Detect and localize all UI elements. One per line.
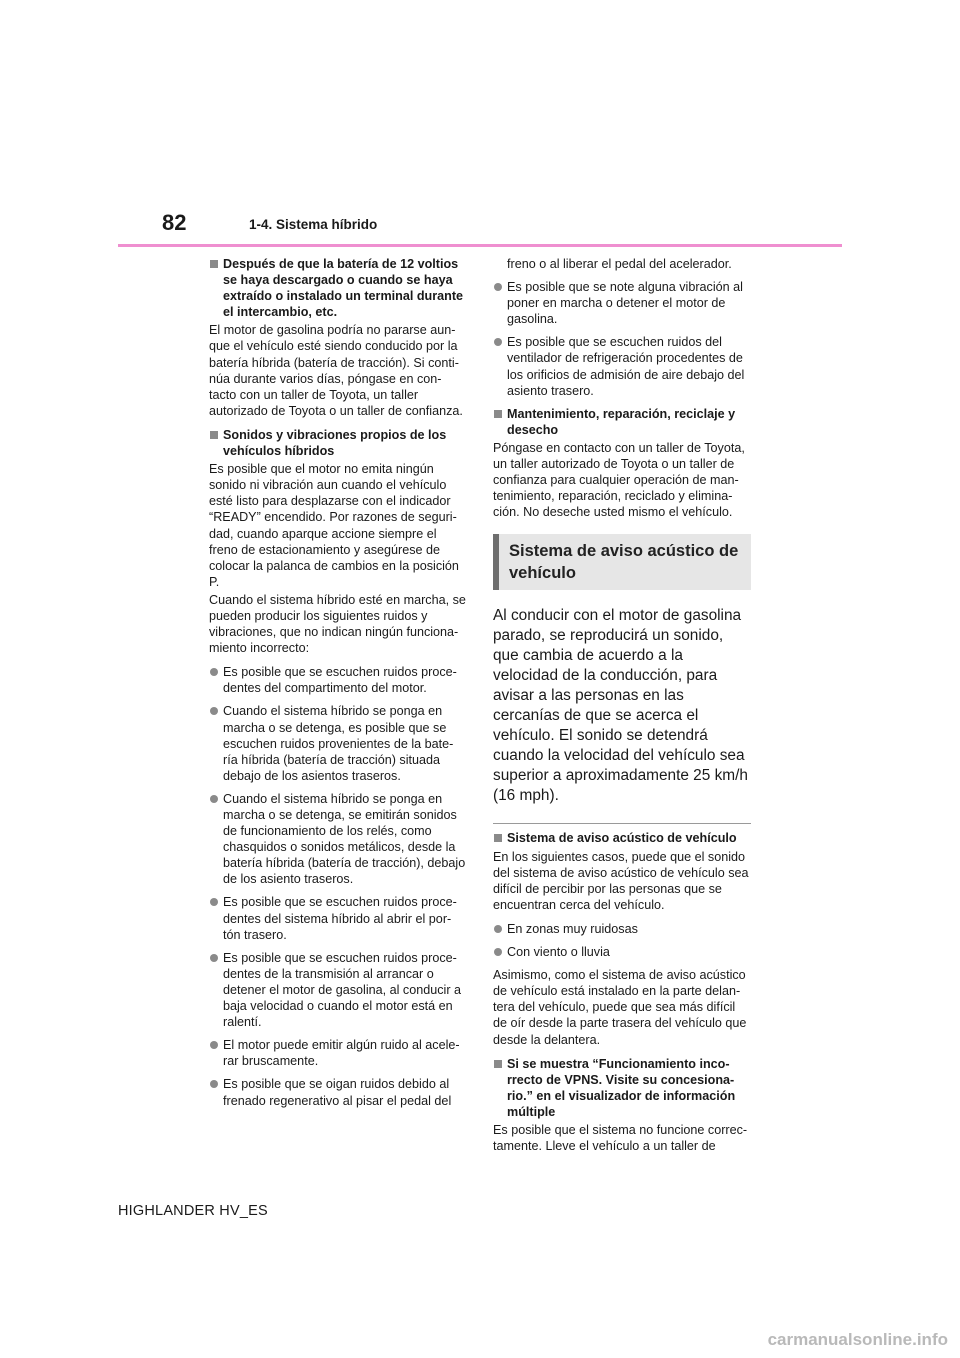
list-item	[209, 791, 467, 888]
paragraph: Es posible que el motor no emita ningún sonido ni vibración aun cuando el vehículo esté listo para desplazarse con el indicador “READY” encendido. Por razones de seguri-dad, cuando aparque accione siempre el freno de estacionamiento y asegúrese de colocar la palanca de cambios en la posición P.	[209, 462, 459, 589]
square-bullet-icon	[210, 431, 218, 439]
heading-text: Sistema de aviso acústico de vehículo	[507, 831, 737, 846]
list-item	[209, 1037, 467, 1069]
circle-bullet-icon	[210, 954, 218, 962]
list-item-text: Cuando el sistema híbrido se ponga en marcha o se detenga, se emitirán sonidos de funcionamiento de los relés, como chasquidos o sonidos metálicos, desde la batería híbrida (batería de tracción), debajo de los asiento traseros.	[223, 791, 466, 887]
paragraph: Póngase en contacto con un taller de Toyota, un taller autorizado de Toyota o un taller de confianza para cualquier operación de man-tenimiento, reparación, reciclado y elimina-ción. No deseche usted mismo el vehículo.	[493, 440, 745, 520]
watermark: carmanualsonline.info	[767, 1330, 948, 1349]
circle-bullet-icon	[210, 668, 218, 676]
list-item-text: freno o al liberar el pedal del acelerador.	[507, 257, 732, 271]
list-item-text: Es posible que se escuchen ruidos proce-dentes del sistema híbrido al abrir el por-tón trasero.	[223, 895, 457, 942]
list-item	[209, 1076, 467, 1108]
list-item	[209, 664, 467, 696]
list-item-continuation	[493, 256, 751, 272]
list-item-text: En zonas muy ruidosas	[507, 921, 638, 936]
list-item-text: Cuando el sistema híbrido se ponga en marcha o se detenga, es posible que se escuchen ruidos provenientes de la bate-ría híbrida (batería de tracción) situada debajo de los asientos traseros.	[223, 704, 454, 783]
paragraph: Es posible que el sistema no funcione correc-tamente. Lleve el vehículo a un taller de	[493, 1122, 748, 1154]
heading-text: Después de que la batería de 12 voltios se haya descargado o cuando se haya extraído o instalado un terminal durante el intercambio, etc.	[223, 257, 464, 320]
heading-maintenance	[493, 406, 751, 438]
list-item	[493, 921, 751, 937]
page-number: 82	[162, 210, 187, 235]
list-item	[209, 950, 467, 1030]
circle-bullet-icon	[494, 948, 502, 956]
square-bullet-icon	[210, 260, 218, 268]
section-title-box	[493, 534, 751, 590]
heading-text: Sonidos y vibraciones propios de los vehículos híbridos	[223, 427, 447, 459]
heading-text: Si se muestra “Funcionamiento inco-rrecto de VPNS. Visite su concesiona-rio.” en el visualizador de información múltiple	[507, 1056, 736, 1119]
circle-bullet-icon	[210, 1041, 218, 1049]
list-item-text: Es posible que se escuchen ruidos proce-dentes de la transmisión al arrancar o detener el motor de gasolina, al conducir a baja velocidad o cuando el motor está en ralentí.	[223, 950, 462, 1030]
header-rule	[118, 244, 842, 247]
circle-bullet-icon	[210, 1080, 218, 1088]
section-title-line: vehículo	[509, 564, 576, 583]
heading-text: Mantenimiento, reparación, reciclaje y desecho	[507, 406, 736, 437]
list-item-text: Es posible que se note alguna vibración al poner en marcha o detener el motor de gasolina.	[507, 280, 743, 327]
left-column	[209, 256, 467, 1116]
list-item	[493, 334, 751, 398]
square-bullet-icon	[494, 410, 502, 418]
circle-bullet-icon	[210, 707, 218, 715]
chapter-title: 1-4. Sistema híbrido	[249, 217, 378, 232]
circle-bullet-icon	[210, 795, 218, 803]
heading-vpns-malfunction	[493, 1056, 751, 1120]
paragraph: Asimismo, como el sistema de aviso acústico de vehículo está instalado en la parte delan-tera del vehículo, puede que sea más difícil de oír desde la parte trasera del vehículo que desde la delantera.	[493, 968, 747, 1047]
list-item-text: Es posible que se oigan ruidos debido al frenado regenerativo al pisar el pedal del	[223, 1077, 452, 1108]
list-item	[209, 703, 467, 783]
section-title-line: Sistema de aviso acústico de	[509, 542, 739, 561]
square-bullet-icon	[494, 834, 502, 842]
heading-hybrid-sounds	[209, 427, 467, 459]
heading-warning-system	[493, 830, 751, 846]
square-bullet-icon	[494, 1060, 502, 1068]
paragraph: El motor de gasolina podría no pararse aun-que el vehículo esté siendo conducido por la batería híbrida (batería de tracción). Si conti-núa durante varios días, póngase en con-tacto con un taller de Toyota, un taller autorizado de Toyota o un taller de confianza.	[209, 323, 463, 418]
circle-bullet-icon	[210, 898, 218, 906]
list-item-text: El motor puede emitir algún ruido al acele-rar bruscamente.	[223, 1038, 460, 1069]
right-column	[493, 256, 751, 1162]
list-item-text: Es posible que se escuchen ruidos proce-dentes del compartimento del motor.	[223, 665, 457, 696]
thin-rule	[493, 823, 751, 824]
list-item-text: Es posible que se escuchen ruidos del ventilador de refrigeración procedentes de los orificios de admisión de aire debajo del asiento trasero.	[507, 335, 745, 398]
circle-bullet-icon	[494, 283, 502, 291]
paragraph: En los siguientes casos, puede que el sonido del sistema de aviso acústico de vehículo sea difícil de percibir por las personas que se encuentran cerca del vehículo.	[493, 849, 749, 912]
list-item	[209, 894, 467, 942]
list-item-text: Con viento o lluvia	[507, 945, 610, 960]
circle-bullet-icon	[494, 925, 502, 933]
heading-battery-disconnect	[209, 256, 467, 320]
paragraph: Cuando el sistema híbrido esté en marcha, se pueden producir los siguientes ruidos y vibraciones, que no indican ningún funciona-miento incorrecto:	[209, 592, 466, 656]
circle-bullet-icon	[494, 338, 502, 346]
list-item	[493, 944, 751, 960]
list-item	[493, 279, 751, 327]
intro-paragraph: Al conducir con el motor de gasolina parado, se reproducirá un sonido, que cambia de acuerdo a la velocidad de la conducción, para avisar a las personas en las cercanías de que se acerca el vehículo. El sonido se detendrá cuando la velocidad del vehículo sea superior a aproximadamente 25 km/h (16 mph).	[493, 607, 748, 804]
footer-model: HIGHLANDER HV_ES	[118, 1203, 268, 1219]
